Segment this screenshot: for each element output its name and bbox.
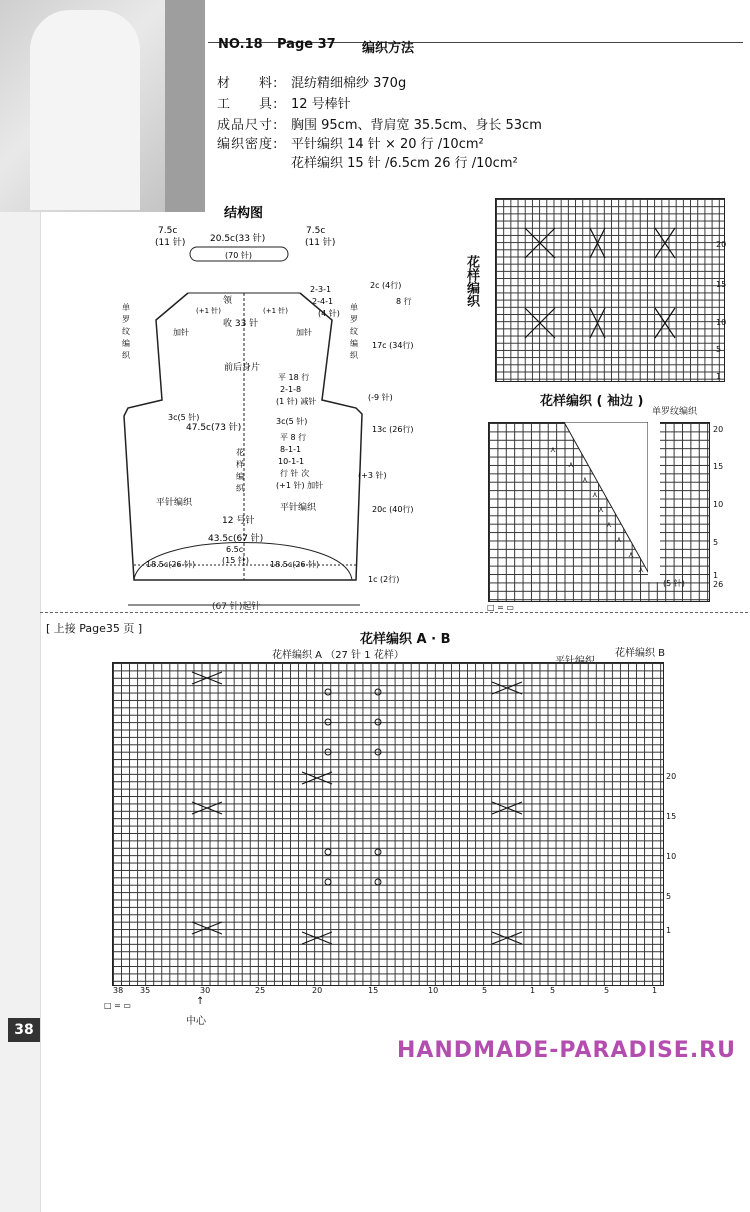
svg-text:3c(5 针): 3c(5 针) [168, 413, 200, 422]
bottom-chart-title: 花样编织 A · B [360, 632, 451, 647]
page-ref: Page 37 [277, 37, 336, 52]
pattern-b-label: 花样编织 B [615, 648, 666, 659]
svg-text:⋏: ⋏ [582, 475, 588, 484]
svg-text:⋏: ⋏ [598, 505, 604, 514]
svg-text:(11 针): (11 针) [155, 238, 186, 248]
svg-text:收 33 针: 收 33 针 [223, 319, 259, 329]
section-divider [40, 612, 748, 613]
svg-text:7.5c: 7.5c [158, 226, 178, 236]
svg-text:⋏: ⋏ [606, 520, 612, 529]
svg-text:3c(5 针): 3c(5 针) [276, 417, 308, 426]
svg-text:10-1-1: 10-1-1 [278, 457, 305, 466]
svg-text:(70 针): (70 针) [225, 251, 252, 260]
svg-text:⋏: ⋏ [616, 535, 622, 544]
svg-text:1c (2行): 1c (2行) [368, 575, 400, 584]
svg-text:前后身片: 前后身片 [224, 363, 261, 373]
rib-label: 单罗纹编织 [652, 407, 698, 417]
svg-text:7.5c: 7.5c [306, 226, 326, 236]
svg-text:编: 编 [122, 339, 130, 348]
svg-text:罗: 罗 [122, 315, 130, 324]
pattern-number: NO.18 [218, 37, 263, 52]
svg-text:2c (4行): 2c (4行) [370, 281, 402, 290]
svg-text:单: 单 [122, 303, 130, 312]
model-photo [0, 0, 205, 212]
sleeve-chart-title: 花样编织 ( 袖边 ) [540, 394, 644, 409]
svg-text:18.5c(26 针): 18.5c(26 针) [270, 560, 320, 569]
svg-text:单: 单 [350, 303, 358, 312]
svg-text:纹: 纹 [122, 327, 130, 336]
structure-diagram [100, 200, 465, 610]
pattern-ab-symbols [112, 662, 662, 984]
svg-text:行 针 次: 行 针 次 [280, 469, 310, 478]
svg-text:样: 样 [236, 460, 244, 469]
svg-text:8 行: 8 行 [396, 297, 412, 306]
svg-text:平 8 行: 平 8 行 [280, 433, 307, 442]
page-number: 38 [8, 1018, 40, 1042]
svg-text:47.5c(73 针): 47.5c(73 针) [186, 423, 242, 433]
svg-text:平针编织: 平针编织 [156, 498, 193, 508]
sleeve-chart-shaping [488, 422, 708, 600]
svg-text:(+3 针): (+3 针) [358, 471, 387, 480]
svg-text:(+1 针): (+1 针) [196, 307, 222, 315]
svg-text:⋏: ⋏ [638, 565, 644, 574]
svg-text:平针编织: 平针编织 [280, 503, 317, 513]
legend-symbol-bottom: □ = ▭ [104, 1001, 131, 1010]
pattern-a-label: 花样编织 A （27 针 1 花样） [272, 650, 404, 661]
svg-text:2-4-1: 2-4-1 [312, 297, 334, 306]
pattern-chart-symbols [495, 198, 723, 380]
continued-note: [ 上接 Page35 页 ] [46, 622, 143, 635]
svg-text:(1 针) 减针: (1 针) 减针 [276, 397, 317, 406]
svg-text:加针: 加针 [296, 328, 312, 337]
svg-text:(+1 针) 加针: (+1 针) 加针 [276, 481, 324, 490]
svg-text:加针: 加针 [173, 328, 189, 337]
svg-text:(-9 针): (-9 针) [368, 393, 393, 402]
svg-text:领: 领 [223, 296, 233, 306]
page-margin [0, 212, 41, 1212]
section-title: 编织方法 [362, 41, 415, 56]
svg-text:2-1-8: 2-1-8 [280, 385, 302, 394]
model-figure [30, 10, 140, 210]
center-arrow: ↑ [196, 996, 205, 1007]
watermark: HANDMADE-PARADISE.RU [396, 1038, 736, 1063]
spec-material: 材 料: 混纺精细棉纱 370g [217, 76, 407, 91]
svg-text:(15 针): (15 针) [222, 556, 249, 565]
svg-text:2-3-1: 2-3-1 [310, 285, 332, 294]
svg-text:⋏: ⋏ [592, 490, 598, 499]
svg-text:(11 针): (11 针) [305, 238, 336, 248]
svg-text:⋏: ⋏ [550, 445, 556, 454]
pattern-chart-label: 花样编织 [464, 255, 479, 307]
diagram-title: 结构图 [224, 206, 264, 221]
svg-text:织: 织 [350, 351, 358, 360]
svg-text:纹: 纹 [350, 327, 358, 336]
svg-text:43.5c(67 针): 43.5c(67 针) [208, 534, 264, 544]
spec-tools: 工 具: 12 号棒针 [217, 97, 351, 112]
svg-text:⋏: ⋏ [628, 550, 634, 559]
svg-text:13c (26行): 13c (26行) [372, 425, 414, 434]
svg-text:平 18 行: 平 18 行 [278, 373, 310, 382]
svg-text:编: 编 [350, 339, 358, 348]
svg-text:17c (34行): 17c (34行) [372, 341, 414, 350]
svg-text:花: 花 [236, 448, 244, 457]
svg-text:织: 织 [236, 484, 244, 493]
svg-text:(4 针): (4 针) [318, 309, 340, 318]
svg-text:6.5c: 6.5c [226, 545, 244, 554]
svg-text:编: 编 [236, 472, 244, 481]
svg-text:18.5c(26 针): 18.5c(26 针) [146, 560, 196, 569]
spec-gauge: 编织密度: 平针编织 14 针 × 20 行 /10cm² [217, 137, 484, 152]
svg-text:罗: 罗 [350, 315, 358, 324]
svg-text:20.5c(33 针): 20.5c(33 针) [210, 234, 266, 244]
svg-text:(+1 针): (+1 针) [263, 307, 289, 315]
svg-text:⋏: ⋏ [568, 460, 574, 469]
spec-gauge-pattern: 花样编织 15 针 /6.5cm 26 行 /10cm² [291, 156, 518, 171]
spec-size: 成品尺寸: 胸围 95cm、背肩宽 35.5cm、身长 53cm [217, 118, 542, 133]
svg-text:12 号针: 12 号针 [222, 516, 255, 526]
window-frame [165, 0, 205, 212]
svg-text:20c (40行): 20c (40行) [372, 505, 414, 514]
svg-text:织: 织 [122, 351, 130, 360]
center-label: 中心 [186, 1016, 206, 1027]
svg-text:8-1-1: 8-1-1 [280, 445, 302, 454]
legend-symbol: □ = ▭ [487, 603, 514, 612]
svg-text:(67 针)起针: (67 针)起针 [212, 602, 261, 610]
